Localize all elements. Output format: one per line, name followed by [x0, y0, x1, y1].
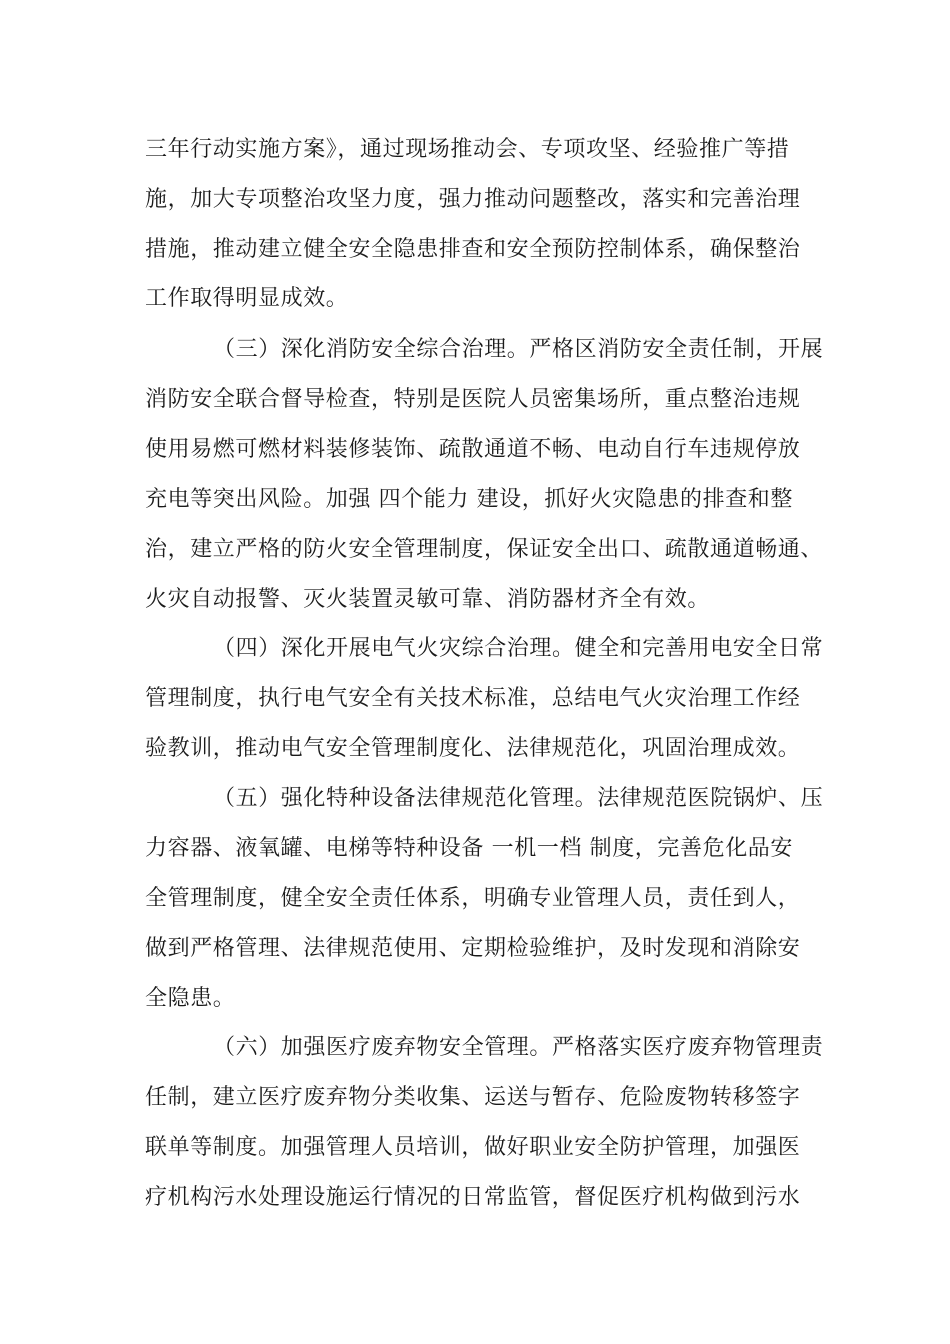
paragraph-start-line: （三）深化消防安全综合治理。严格区消防安全责任制，开展: [213, 337, 824, 362]
text-line: 做到严格管理、法律规范使用、定期检验维护，及时发现和消除安: [145, 936, 801, 961]
text-line: 力容器、液氧罐、电梯等特种设备 一机一档 制度，完善危化品安: [145, 836, 793, 861]
text-line: 火灾自动报警、灭火装置灵敏可靠、消防器材齐全有效。: [145, 587, 711, 612]
text-line: 消防安全联合督导检查，特别是医院人员密集场所，重点整治违规: [145, 387, 801, 412]
text-line: 任制，建立医疗废弃物分类收集、运送与暂存、危险废物转移签字: [145, 1085, 801, 1110]
text-line: 措施，推动建立健全安全隐患排查和安全预防控制体系，确保整治: [145, 237, 801, 262]
text-line: 施，加大专项整治攻坚力度，强力推动问题整改，落实和完善治理: [145, 187, 801, 212]
text-line: 全管理制度，健全安全责任体系，明确专业管理人员，责任到人，: [145, 886, 801, 911]
text-line: 治，建立严格的防火安全管理制度，保证安全出口、疏散通道畅通、: [145, 537, 824, 562]
text-line: 充电等突出风险。加强 四个能力 建设，抓好火灾隐患的排查和整: [145, 487, 793, 512]
text-line: 疗机构污水处理设施运行情况的日常监管，督促医疗机构做到污水: [145, 1185, 801, 1210]
text-line: 联单等制度。加强管理人员培训，做好职业安全防护管理，加强医: [145, 1135, 801, 1160]
text-line: 工作取得明显成效。: [145, 286, 349, 311]
text-line: 全隐患。: [145, 986, 236, 1011]
paragraph-start-line: （五）强化特种设备法律规范化管理。法律规范医院锅炉、压: [213, 786, 824, 811]
text-line: 使用易燃可燃材料装修装饰、疏散通道不畅、电动自行车违规停放: [145, 437, 801, 462]
text-line: 三年行动实施方案》，通过现场推动会、专项攻坚、经验推广等措: [145, 137, 790, 162]
paragraph-start-line: （四）深化开展电气火灾综合治理。健全和完善用电安全日常: [213, 636, 824, 661]
paragraph-start-line: （六）加强医疗废弃物安全管理。严格落实医疗废弃物管理责: [213, 1035, 824, 1060]
text-line: 管理制度，执行电气安全有关技术标准，总结电气火灾治理工作经: [145, 686, 801, 711]
text-line: 验教训，推动电气安全管理制度化、法律规范化，巩固治理成效。: [145, 736, 801, 761]
